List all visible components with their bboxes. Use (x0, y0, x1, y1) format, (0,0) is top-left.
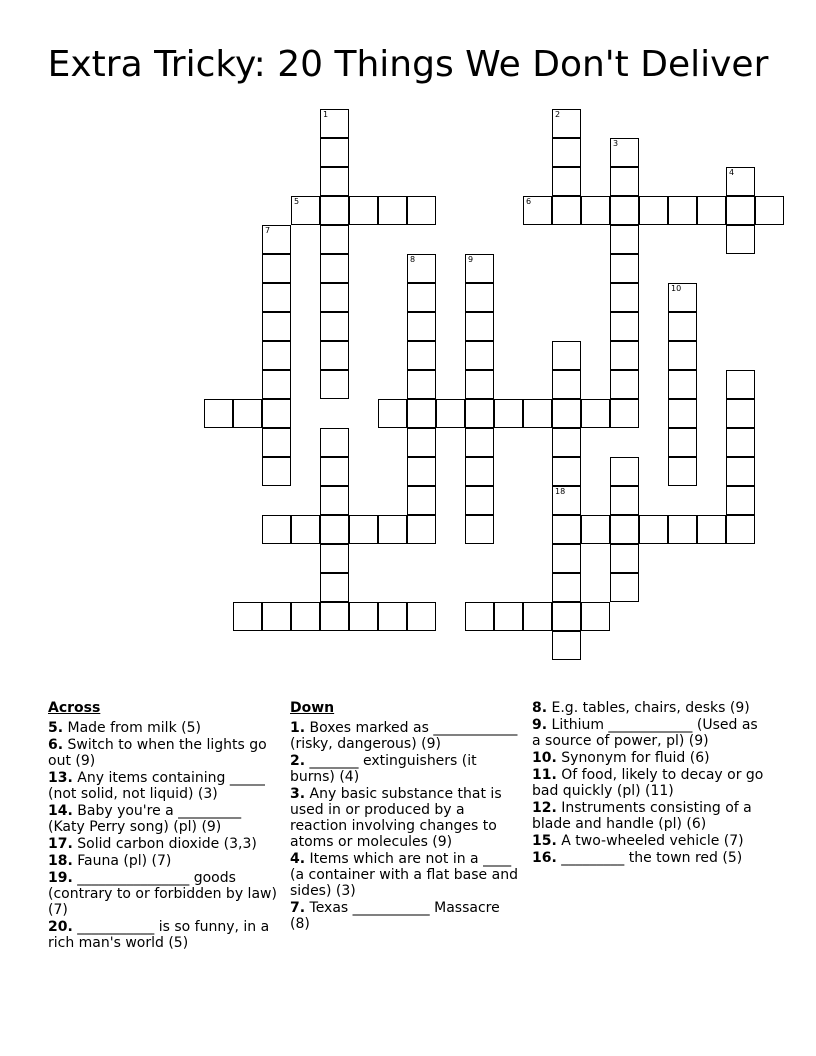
clue-item-number: 4. (290, 851, 306, 867)
grid-cell[interactable] (552, 515, 581, 544)
clue-item-number: 11. (532, 767, 557, 783)
grid-cell[interactable] (726, 399, 755, 428)
grid-cell[interactable] (755, 196, 784, 225)
clue-item-text: Fauna (pl) (7) (77, 853, 172, 869)
clue-item-text: ________________ goods (contrary to or forbidden by law) (7) (48, 870, 277, 918)
clue-item-text: _________ the town red (5) (561, 850, 743, 866)
clue-item-text: Any items containing _____ (not solid, not liquid) (3) (48, 770, 265, 802)
grid-cell[interactable] (610, 341, 639, 370)
grid-cell[interactable] (668, 196, 697, 225)
grid-cell[interactable] (320, 341, 349, 370)
grid-cell[interactable] (610, 515, 639, 544)
grid-cell[interactable] (407, 254, 436, 283)
grid-cell[interactable] (552, 573, 581, 602)
grid-cell[interactable] (262, 312, 291, 341)
clue-item-text: A two-wheeled vehicle (7) (561, 833, 744, 849)
grid-cell[interactable] (552, 428, 581, 457)
clue-item-text: Synonym for fluid (6) (561, 750, 710, 766)
clue-item-number: 17. (48, 836, 73, 852)
grid-cell[interactable] (610, 457, 639, 486)
grid-cell[interactable] (320, 573, 349, 602)
grid-cell[interactable] (668, 515, 697, 544)
clue-item-text: Solid carbon dioxide (3,3) (77, 836, 257, 852)
down-clues-continued (532, 700, 768, 867)
grid-cell[interactable] (610, 486, 639, 515)
grid-cell[interactable] (465, 254, 494, 283)
grid-cell[interactable] (552, 486, 581, 515)
clue-number: 7 (265, 226, 271, 235)
clue-item (532, 800, 768, 832)
grid-cell[interactable] (726, 370, 755, 399)
grid-cell[interactable] (204, 399, 233, 428)
clue-item (48, 770, 280, 802)
grid-cell[interactable] (262, 399, 291, 428)
clue-item (48, 803, 280, 835)
clue-item-number: 3. (290, 786, 306, 802)
grid-cell[interactable] (320, 544, 349, 573)
clue-item (48, 853, 280, 869)
grid-cell[interactable] (552, 167, 581, 196)
grid-cell[interactable] (668, 283, 697, 312)
grid-cell[interactable] (407, 341, 436, 370)
clue-item-number: 7. (290, 900, 306, 916)
grid-cell[interactable] (291, 602, 320, 631)
clue-item-number: 20. (48, 919, 73, 935)
grid-cell[interactable] (349, 515, 378, 544)
grid-cell[interactable] (465, 602, 494, 631)
grid-cell[interactable] (233, 602, 262, 631)
grid-cell[interactable] (552, 138, 581, 167)
grid-cell[interactable] (552, 457, 581, 486)
grid-cell[interactable] (668, 312, 697, 341)
grid-cell[interactable] (233, 399, 262, 428)
grid-cell[interactable] (320, 109, 349, 138)
clue-item-number: 10. (532, 750, 557, 766)
grid-cell[interactable] (262, 254, 291, 283)
clue-number: 4 (729, 168, 735, 177)
grid-cell[interactable] (668, 428, 697, 457)
clue-item (532, 700, 768, 716)
clue-item (532, 850, 768, 866)
grid-cell[interactable] (320, 283, 349, 312)
clue-item-text: Switch to when the lights go out (9) (48, 737, 267, 769)
grid-cell[interactable] (523, 196, 552, 225)
grid-cell[interactable] (668, 457, 697, 486)
grid-cell[interactable] (407, 196, 436, 225)
grid-cell[interactable] (552, 341, 581, 370)
clue-item-number: 1. (290, 720, 306, 736)
grid-cell[interactable] (378, 399, 407, 428)
clue-item-text: Items which are not in a ____ (a container with a flat base and sides) (3) (290, 851, 518, 899)
grid-cell[interactable] (668, 399, 697, 428)
clue-item-number: 19. (48, 870, 73, 886)
clue-item-number: 18. (48, 853, 73, 869)
clue-number: 3 (613, 139, 619, 148)
clue-number: 10 (671, 284, 682, 293)
clue-item (48, 836, 280, 852)
clue-number: 6 (526, 197, 532, 206)
grid-cell[interactable] (407, 370, 436, 399)
grid-cell[interactable] (262, 428, 291, 457)
grid-cell[interactable] (726, 196, 755, 225)
grid-cell[interactable] (726, 515, 755, 544)
clue-item-number: 14. (48, 803, 73, 819)
grid-cell[interactable] (465, 312, 494, 341)
grid-cell[interactable] (262, 515, 291, 544)
clue-item (48, 737, 280, 769)
grid-cell[interactable] (726, 167, 755, 196)
clue-item-number: 6. (48, 737, 64, 753)
puzzle-title: Extra Tricky: 20 Things We Don't Deliver (47, 44, 769, 85)
grid-cell[interactable] (465, 370, 494, 399)
clue-item-text: Texas ___________ Massacre (8) (290, 900, 500, 932)
grid-cell[interactable] (610, 254, 639, 283)
across-clues (48, 700, 280, 952)
grid-cell[interactable] (291, 515, 320, 544)
down-heading: Down (290, 700, 335, 716)
grid-cell[interactable] (262, 602, 291, 631)
grid-cell[interactable] (610, 283, 639, 312)
grid-cell[interactable] (320, 602, 349, 631)
clue-item (532, 833, 768, 849)
clue-number: 1 (323, 110, 329, 119)
down-clues (290, 700, 522, 933)
grid-cell[interactable] (320, 457, 349, 486)
grid-cell[interactable] (320, 225, 349, 254)
grid-cell[interactable] (610, 225, 639, 254)
grid-cell[interactable] (610, 573, 639, 602)
grid-cell[interactable] (726, 486, 755, 515)
clue-item-text: Made from milk (5) (67, 720, 201, 736)
clue-item-text: Boxes marked as ____________ (risky, dangerous) (9) (290, 720, 518, 752)
grid-cell[interactable] (610, 370, 639, 399)
clue-item (48, 870, 280, 918)
grid-cell[interactable] (349, 196, 378, 225)
grid-cell[interactable] (581, 515, 610, 544)
grid-cell[interactable] (726, 225, 755, 254)
clue-item-number: 16. (532, 850, 557, 866)
grid-cell[interactable] (407, 486, 436, 515)
across-heading: Across (48, 700, 101, 716)
grid-cell[interactable] (349, 602, 378, 631)
grid-cell[interactable] (581, 602, 610, 631)
grid-cell[interactable] (320, 167, 349, 196)
clue-item-number: 9. (532, 717, 548, 733)
clue-item (532, 717, 768, 749)
clue-item (48, 720, 280, 736)
grid-cell[interactable] (320, 370, 349, 399)
grid-cell[interactable] (407, 515, 436, 544)
grid-cell[interactable] (320, 486, 349, 515)
grid-cell[interactable] (726, 428, 755, 457)
grid-cell[interactable] (610, 138, 639, 167)
grid-cell[interactable] (581, 196, 610, 225)
clue-number: 8 (410, 255, 416, 264)
grid-cell[interactable] (552, 109, 581, 138)
grid-cell[interactable] (262, 457, 291, 486)
grid-cell[interactable] (552, 544, 581, 573)
grid-cell[interactable] (407, 312, 436, 341)
clue-number: 18 (555, 487, 566, 496)
clue-item (532, 750, 768, 766)
grid-cell[interactable] (320, 196, 349, 225)
clue-item (290, 900, 522, 932)
clue-item-number: 15. (532, 833, 557, 849)
grid-cell[interactable] (697, 196, 726, 225)
grid-cell[interactable] (639, 196, 668, 225)
grid-cell[interactable] (552, 196, 581, 225)
clue-item (290, 753, 522, 785)
clue-number: 5 (294, 197, 300, 206)
clue-item-text: Baby you're a _________ (Katy Perry song) (pl) (9) (48, 803, 242, 835)
grid-cell[interactable] (407, 602, 436, 631)
grid-cell[interactable] (610, 167, 639, 196)
grid-cell[interactable] (262, 341, 291, 370)
grid-cell[interactable] (610, 544, 639, 573)
clue-item (290, 851, 522, 899)
grid-cell[interactable] (320, 515, 349, 544)
grid-cell[interactable] (465, 399, 494, 428)
grid-cell[interactable] (407, 283, 436, 312)
clue-item-number: 13. (48, 770, 73, 786)
clue-item (290, 720, 522, 752)
grid-cell[interactable] (465, 428, 494, 457)
clue-number: 9 (468, 255, 474, 264)
clue-item-text: Any basic substance that is used in or produced by a reaction involving changes to atoms or molecules (9) (290, 786, 502, 850)
grid-cell[interactable] (523, 399, 552, 428)
grid-cell[interactable] (494, 602, 523, 631)
grid-cell[interactable] (465, 486, 494, 515)
grid-cell[interactable] (581, 399, 610, 428)
grid-cell[interactable] (291, 196, 320, 225)
grid-cell[interactable] (465, 283, 494, 312)
clue-item-text: _______ extinguishers (it burns) (4) (290, 753, 477, 785)
clue-item-number: 5. (48, 720, 64, 736)
grid-cell[interactable] (407, 457, 436, 486)
clue-item-number: 8. (532, 700, 548, 716)
clue-item-text: Of food, likely to decay or go bad quickly (pl) (11) (532, 767, 764, 799)
grid-cell[interactable] (465, 341, 494, 370)
clue-item-text: E.g. tables, chairs, desks (9) (551, 700, 750, 716)
grid-cell[interactable] (262, 370, 291, 399)
grid-cell[interactable] (320, 428, 349, 457)
grid-cell[interactable] (523, 602, 552, 631)
grid-cell[interactable] (610, 312, 639, 341)
grid-cell[interactable] (552, 399, 581, 428)
clue-item-text: Lithium ____________ (Used as a source of power, pl) (9) (532, 717, 758, 749)
grid-cell[interactable] (378, 196, 407, 225)
grid-cell[interactable] (668, 370, 697, 399)
grid-cell[interactable] (552, 631, 581, 660)
grid-cell[interactable] (407, 428, 436, 457)
grid-cell[interactable] (668, 341, 697, 370)
grid-cell[interactable] (320, 254, 349, 283)
grid-cell[interactable] (494, 399, 523, 428)
grid-cell[interactable] (726, 457, 755, 486)
grid-cell[interactable] (436, 399, 465, 428)
clue-item (48, 919, 280, 951)
grid-cell[interactable] (552, 602, 581, 631)
grid-cell[interactable] (378, 515, 407, 544)
grid-cell[interactable] (552, 370, 581, 399)
grid-cell[interactable] (320, 312, 349, 341)
clue-item-number: 2. (290, 753, 306, 769)
clue-item (290, 786, 522, 850)
grid-cell[interactable] (262, 283, 291, 312)
clue-item-number: 12. (532, 800, 557, 816)
grid-cell[interactable] (320, 138, 349, 167)
grid-cell[interactable] (465, 457, 494, 486)
grid-cell[interactable] (610, 196, 639, 225)
grid-cell[interactable] (697, 515, 726, 544)
grid-cell[interactable] (639, 515, 668, 544)
clue-item-text: ___________ is so funny, in a rich man's world (5) (48, 919, 270, 951)
grid-cell[interactable] (262, 225, 291, 254)
clue-item (532, 767, 768, 799)
clue-item-text: Instruments consisting of a blade and handle (pl) (6) (532, 800, 752, 832)
clue-number: 2 (555, 110, 561, 119)
grid-cell[interactable] (378, 602, 407, 631)
grid-cell[interactable] (610, 399, 639, 428)
grid-cell[interactable] (407, 399, 436, 428)
grid-cell[interactable] (465, 515, 494, 544)
